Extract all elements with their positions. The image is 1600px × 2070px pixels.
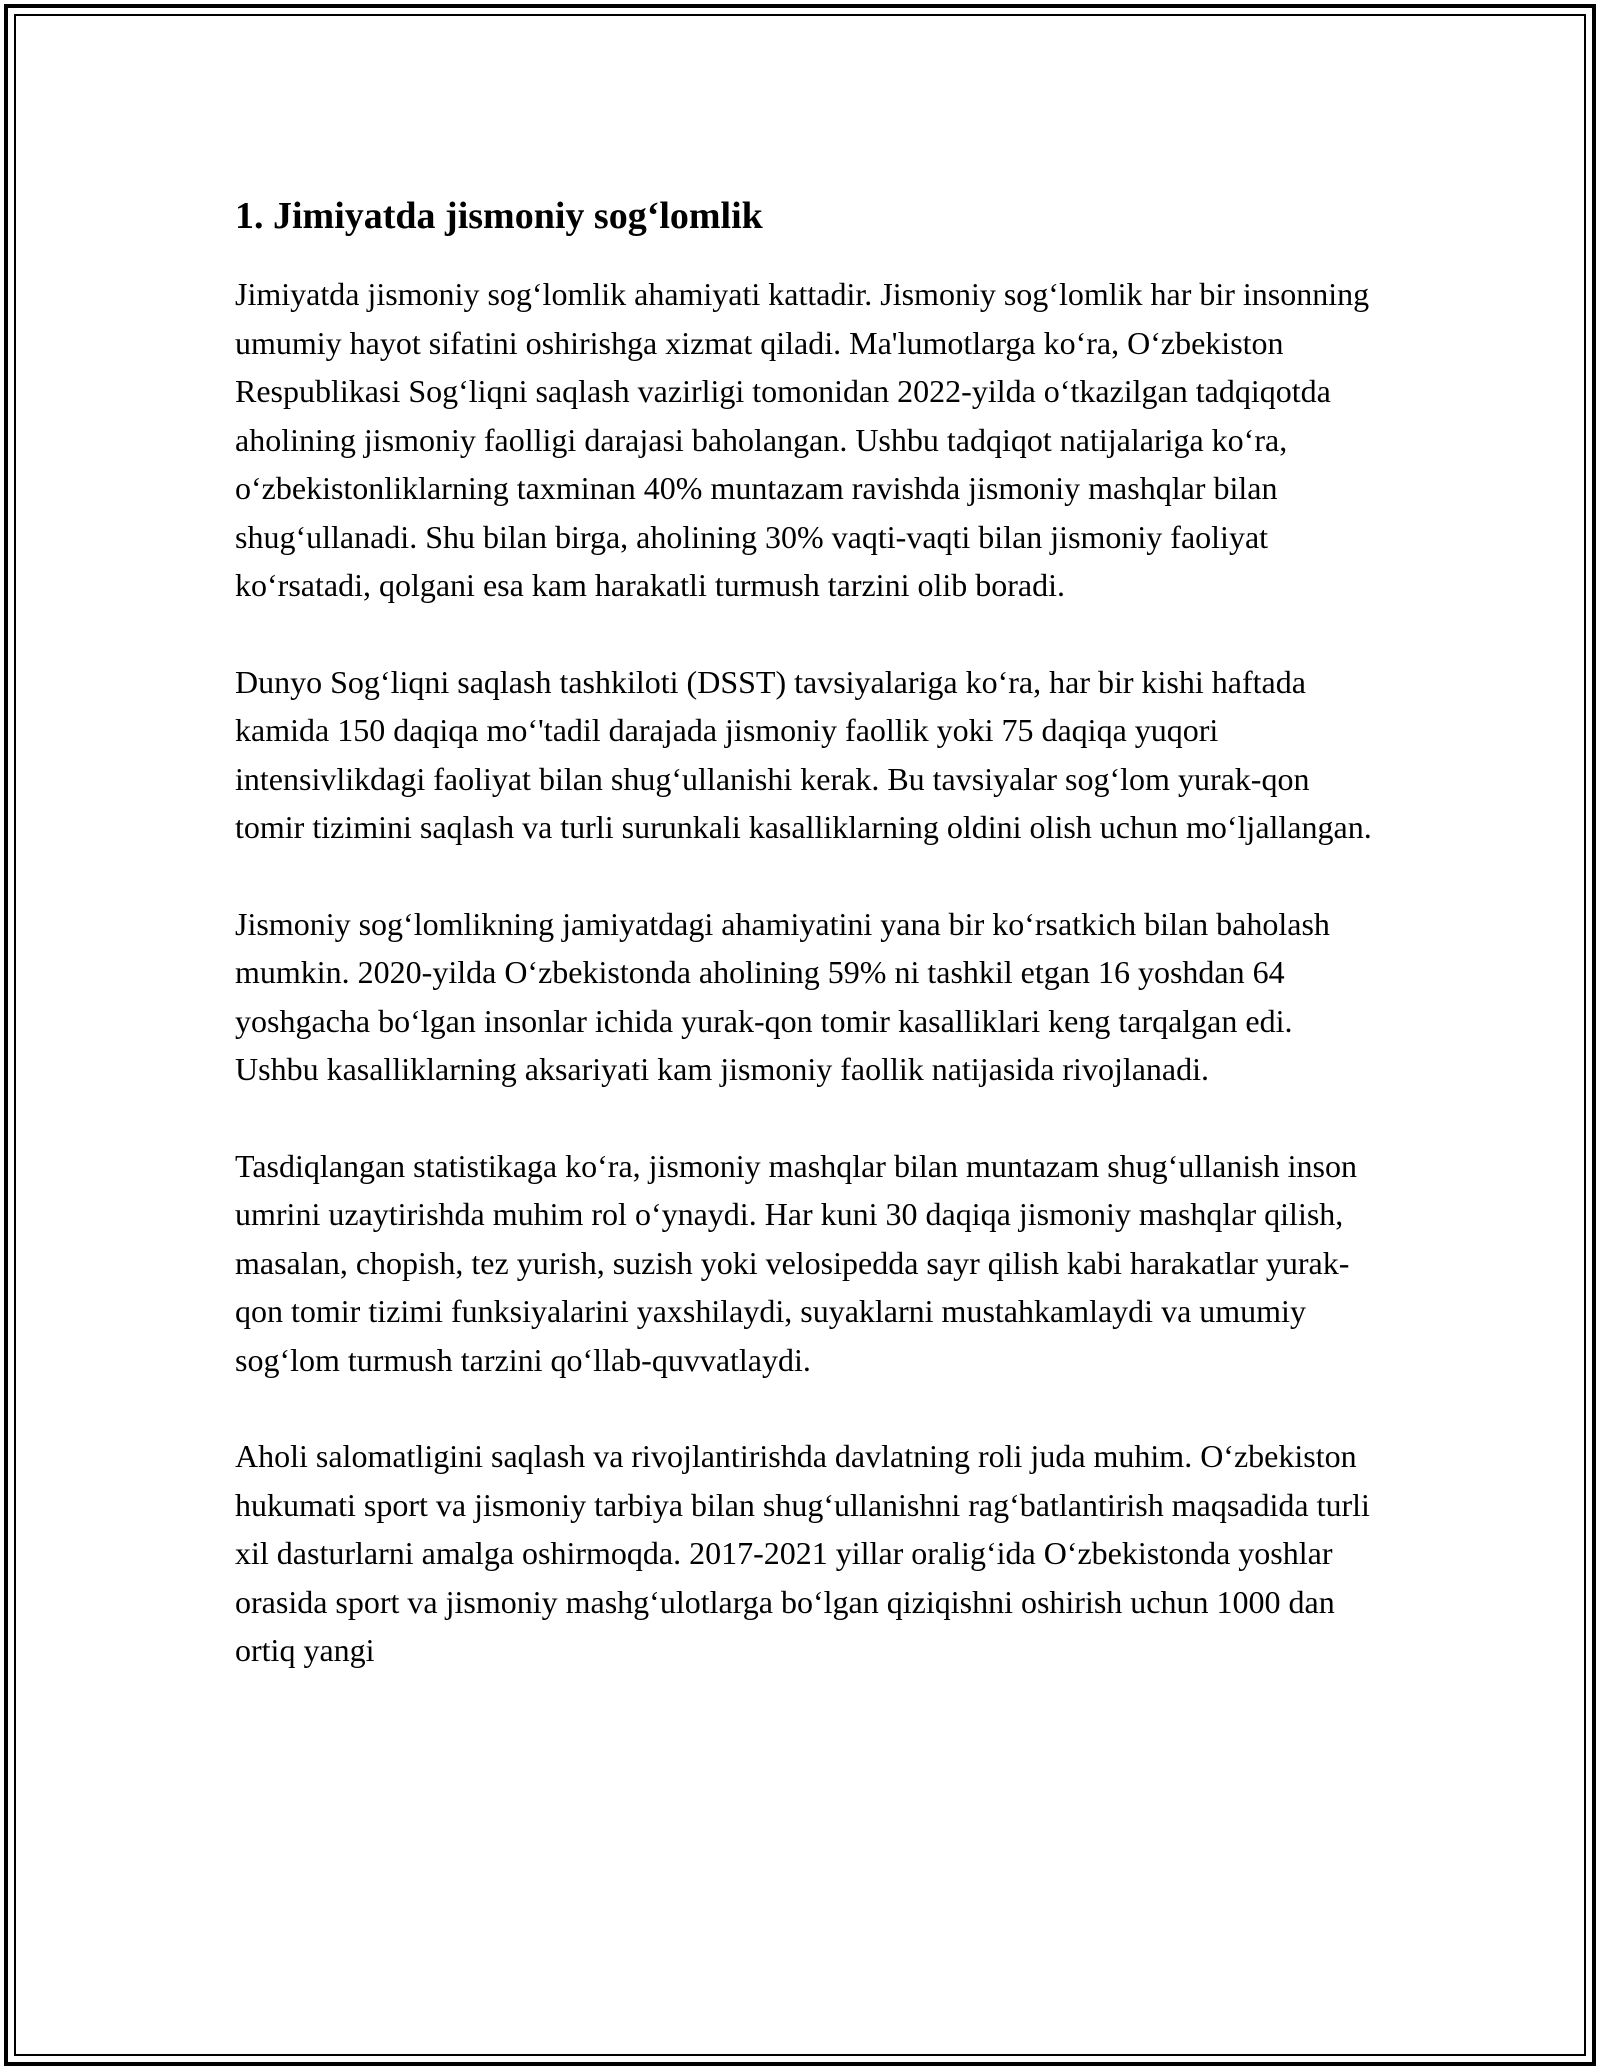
paragraph-1: Jimiyatda jismoniy sog‘lomlik ahamiyati kattadir. Jismoniy sog‘lomlik har bir insonning umumiy hayot sifatini oshirishga xizmat qiladi. Ma'lumotlarga ko‘ra, O‘zbekiston Respublikasi Sog‘liqni saqlash vazirligi tomonidan 2022-yilda o‘tkazilgan tadqiqotda aholining jismoniy faolligi darajasi baholangan. Ushbu tadqiqot natijalariga ko‘ra, o‘zbekistonliklarning taxminan 40% muntazam ravishda jismoniy mashqlar bilan shug‘ullanadi. Shu bilan birga, aholining 30% vaqti-vaqti bilan jismoniy faoliyat ko‘rsatadi, qolgani esa kam harakatli turmush tarzini olib boradi.: [235, 276, 1370, 603]
document-body: [235, 188, 1375, 1723]
section-heading: 1. Jimiyatda jismoniy sog‘lomlik: [235, 195, 763, 237]
paragraph-3: Jismoniy sog‘lomlikning jamiyatdagi ahamiyatini yana bir ko‘rsatkich bilan baholash mumkin. 2020-yilda O‘zbekistonda aholining 59% ni tashkil etgan 16 yoshdan 64 yoshgacha bo‘lgan insonlar ichida yurak-qon tomir kasalliklari keng tarqalgan edi. Ushbu kasalliklarning aksariyati kam jismoniy faollik natijasida rivojlanadi.: [235, 905, 1330, 1087]
paragraph-4: Tasdiqlangan statistikaga ko‘ra, jismoniy mashqlar bilan muntazam shug‘ullanish inson umrini uzaytirishda muhim rol o‘ynaydi. Har kuni 30 daqiqa jismoniy mashqlar qilish, masalan, chopish, tez yurish, suzish yoki velosipedda sayr qilish kabi harakatlar yurak-qon tomir tizimi funksiyalarini yaxshilaydi, suyaklarni mustahkamlaydi va umumiy sog‘lom turmush tarzini qo‘llab-quvvatlaydi.: [235, 1147, 1357, 1378]
paragraph-2: Dunyo Sog‘liqni saqlash tashkiloti (DSST) tavsiyalariga ko‘ra, har bir kishi haftada kamida 150 daqiqa mo‘'tadil darajada jismoniy faollik yoki 75 daqiqa yuqori intensivlikdagi faoliyat bilan shug‘ullanishi kerak. Bu tavsiyalar sog‘lom yurak-qon tomir tizimini saqlash va turli surunkali kasalliklarning oldini olish uchun mo‘ljallangan.: [235, 663, 1372, 845]
paragraph-5: Aholi salomatligini saqlash va rivojlantirishda davlatning roli juda muhim. O‘zbekiston hukumati sport va jismoniy tarbiya bilan shug‘ullanishni rag‘batlantirish maqsadida turli xil dasturlarni amalga oshirmoqda. 2017-2021 yillar oralig‘ida O‘zbekistonda yoshlar orasida sport va jismoniy mashg‘ulotlarga bo‘lgan qiziqishni oshirish uchun 1000 dan ortiq yangi: [235, 1438, 1370, 1668]
